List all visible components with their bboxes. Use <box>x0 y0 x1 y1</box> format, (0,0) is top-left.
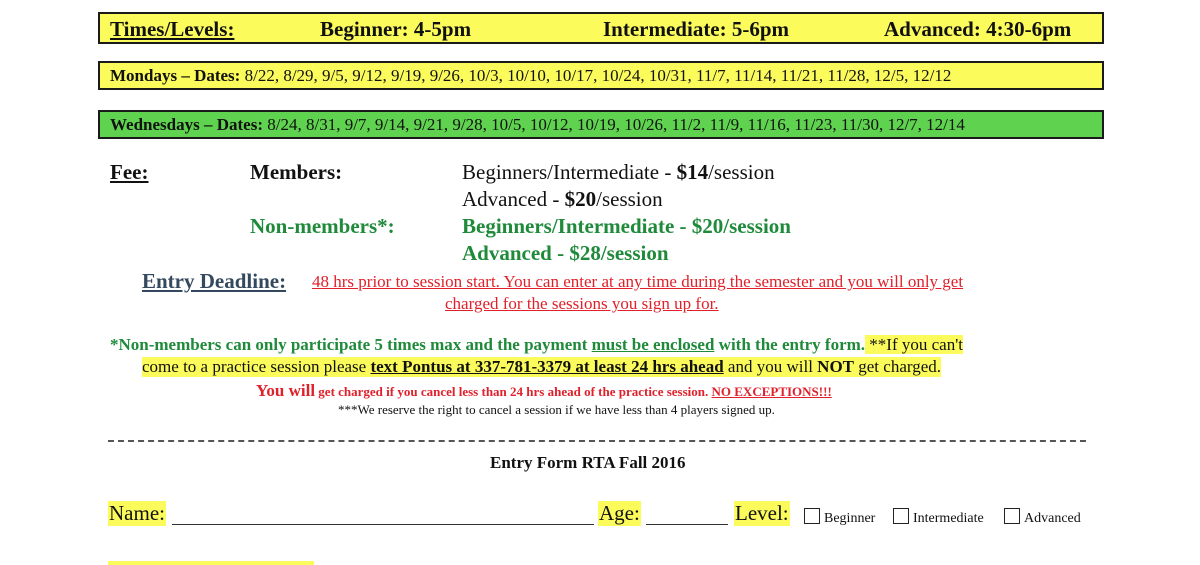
times-levels-label: Times/Levels: <box>110 17 235 41</box>
advanced-time: Advanced: 4:30-6pm <box>884 17 1072 41</box>
level-label: Level: <box>735 501 789 525</box>
mondays-text <box>110 66 951 86</box>
level-option-beginner[interactable] <box>804 508 875 527</box>
entry-form-title: Entry Form RTA Fall 2016 <box>490 453 686 472</box>
cancel-note-text: come to a practice session please <box>142 357 371 376</box>
dashed-divider <box>108 440 1086 442</box>
name-label: Name: <box>109 501 165 525</box>
age-field[interactable] <box>646 524 728 525</box>
entry-deadline-text-line-1: 48 hrs prior to session start. You can enter at any time during the semester and you will only get <box>312 272 964 291</box>
wednesdays-dates: 8/24, 8/31, 9/7, 9/14, 9/21, 9/28, 10/5, 10/12, 10/19, 10/26, 11/2, 11/9, 11/16, 11/23, 11/30, 12/7, 12/14 <box>267 115 965 134</box>
wednesdays-dates-bar <box>98 110 1104 139</box>
entry-deadline-text-line-2: charged for the sessions you sign up for. <box>445 294 719 313</box>
nonmembers-note <box>110 335 963 355</box>
cancel-note-middle: and you will <box>723 357 818 376</box>
members-fee-line-1 <box>462 160 775 185</box>
intermediate-option-label: Intermediate <box>913 511 984 526</box>
advanced-checkbox[interactable] <box>1004 508 1020 524</box>
members-fee-line-2-unit: /session <box>596 187 663 211</box>
charge-note <box>256 381 832 401</box>
members-fee-line-1-price: $14 <box>676 160 709 184</box>
mondays-dates: 8/22, 8/29, 9/5, 9/12, 9/19, 9/26, 10/3, 10/10, 10/17, 10/24, 10/31, 11/7, 11/14, 11/21, 11/28, 12/5, 12/12 <box>244 66 952 85</box>
charge-note-text: get charged if you cancel less than 24 hrs ahead of the practice session. <box>315 384 712 399</box>
members-fee-line-1-text: Beginners/Intermediate - <box>462 160 677 184</box>
beginner-option-label: Beginner <box>824 511 876 526</box>
beginner-checkbox[interactable] <box>804 508 820 524</box>
age-label: Age: <box>599 501 640 525</box>
level-option-intermediate[interactable] <box>893 508 984 527</box>
members-fee-line-2-price: $20 <box>564 187 597 211</box>
members-fee-line-2-text: Advanced - <box>462 187 565 211</box>
fee-label: Fee: <box>110 160 149 184</box>
reserve-note: ***We reserve the right to cancel a session if we have less than 4 players signed up. <box>338 402 775 417</box>
mondays-label: Mondays – Dates: <box>110 66 241 85</box>
wednesdays-text <box>110 115 965 135</box>
intermediate-checkbox[interactable] <box>893 508 909 524</box>
charge-note-exceptions: NO EXCEPTIONS!!! <box>711 384 832 399</box>
name-field[interactable] <box>172 524 594 525</box>
cancel-note-not: NOT <box>817 357 855 376</box>
cancel-note-phone: text Pontus at 337-781-3379 at least 24 hrs ahead <box>370 357 724 376</box>
nonmembers-note-text: *Non-members can only participate 5 times max and the payment <box>110 335 592 354</box>
nonmembers-fee-line-2: Advanced - $28/session <box>462 241 669 265</box>
mondays-dates-bar <box>98 61 1104 90</box>
nonmembers-fee-line-1: Beginners/Intermediate - $20/session <box>462 214 791 238</box>
members-fee-line-1-unit: /session <box>708 160 775 184</box>
intermediate-time: Intermediate: 5-6pm <box>603 17 790 41</box>
nonmembers-label: Non-members*: <box>250 214 395 238</box>
advanced-option-label: Advanced <box>1024 511 1081 526</box>
next-field-highlight <box>108 561 314 565</box>
nonmembers-note-end: with the entry form. <box>714 335 866 354</box>
beginner-time: Beginner: 4-5pm <box>320 17 472 41</box>
members-label: Members: <box>250 160 343 184</box>
wednesdays-label: Wednesdays – Dates: <box>110 115 264 134</box>
charge-note-start: You will <box>256 381 316 400</box>
nonmembers-note-emphasis: must be enclosed <box>591 335 715 354</box>
times-levels-bar <box>98 12 1104 44</box>
entry-deadline-label: Entry Deadline: <box>142 269 287 293</box>
cancel-note-start: **If you can't <box>865 335 963 354</box>
level-option-advanced[interactable] <box>1004 508 1081 527</box>
cancel-note <box>142 357 941 377</box>
members-fee-line-2 <box>462 187 663 212</box>
cancel-note-end: get charged. <box>854 357 942 376</box>
